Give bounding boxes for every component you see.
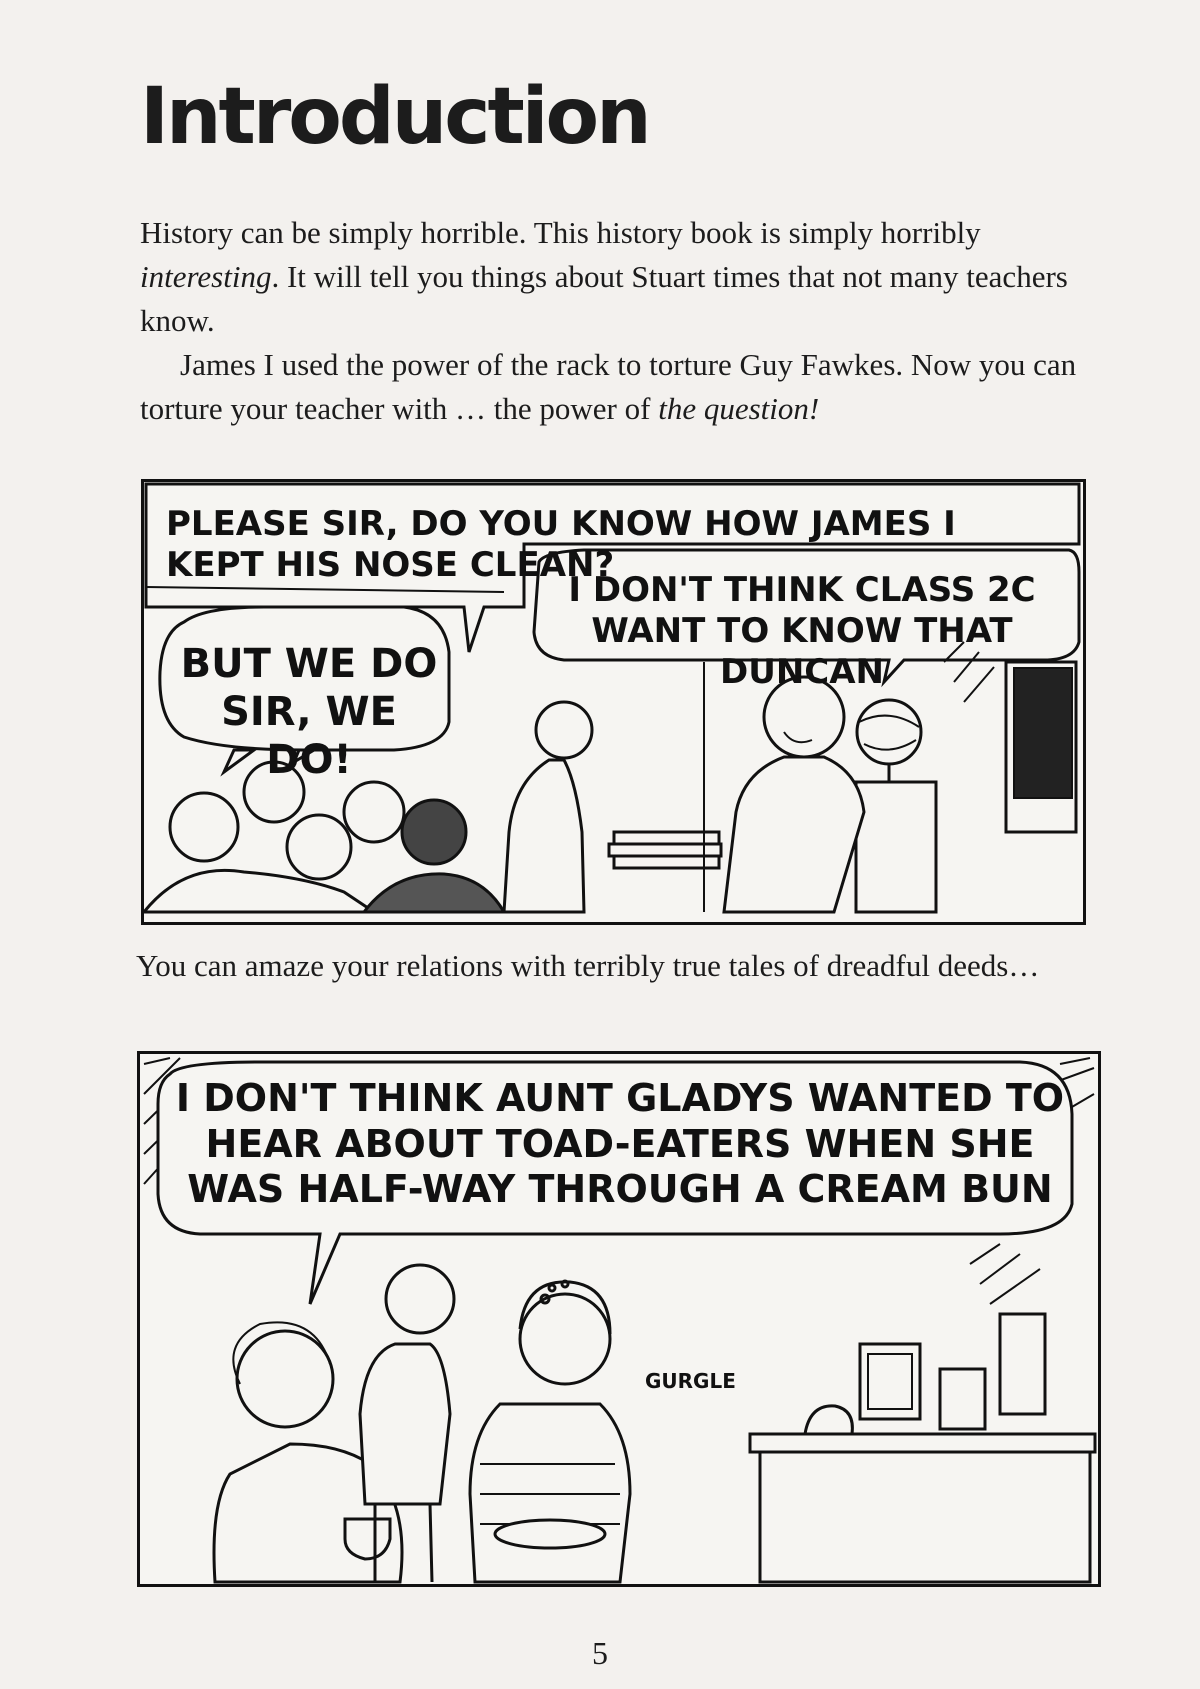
cartoon-panel-family bbox=[137, 1051, 1101, 1587]
intro-text: James I used the power of the rack to torture Guy Fawkes. Now you can torture your teacher with … the power of bbox=[140, 347, 1077, 426]
intro-emphasis: interesting bbox=[140, 259, 272, 294]
intro-text: . It will tell you things about Stuart times that not many teachers know. bbox=[140, 259, 1068, 338]
family-speech-bubble: I DON'T THINK AUNT GLADYS WANTED TO HEAR ABOUT TOAD-EATERS WHEN SHE WAS HALF-WAY THROUGH A CREAM BUN bbox=[175, 1076, 1065, 1212]
intro-emphasis: the question! bbox=[658, 391, 820, 426]
intro-paragraph-1 bbox=[140, 211, 1085, 343]
middle-paragraph: You can amaze your relations with terribly true tales of dreadful deeds… bbox=[136, 948, 1040, 983]
teacher-reply-bubble: I DON'T THINK CLASS 2C WANT TO KNOW THAT DUNCAN bbox=[568, 570, 1036, 692]
class-reply-bubble: BUT WE DO SIR, WE DO! bbox=[180, 641, 438, 783]
pupil-question-bubble: PLEASE SIR, DO YOU KNOW HOW JAMES I KEPT HIS NOSE CLEAN? bbox=[166, 504, 956, 585]
intro-text: History can be simply horrible. This history book is simply horribly bbox=[140, 215, 981, 250]
intro-paragraph-2 bbox=[140, 343, 1085, 431]
page-number: 5 bbox=[592, 1635, 608, 1671]
page-title: Introduction bbox=[140, 72, 649, 162]
gurgle-sound-effect: GURGLE bbox=[645, 1369, 736, 1393]
cartoon-panel-classroom bbox=[141, 479, 1086, 925]
